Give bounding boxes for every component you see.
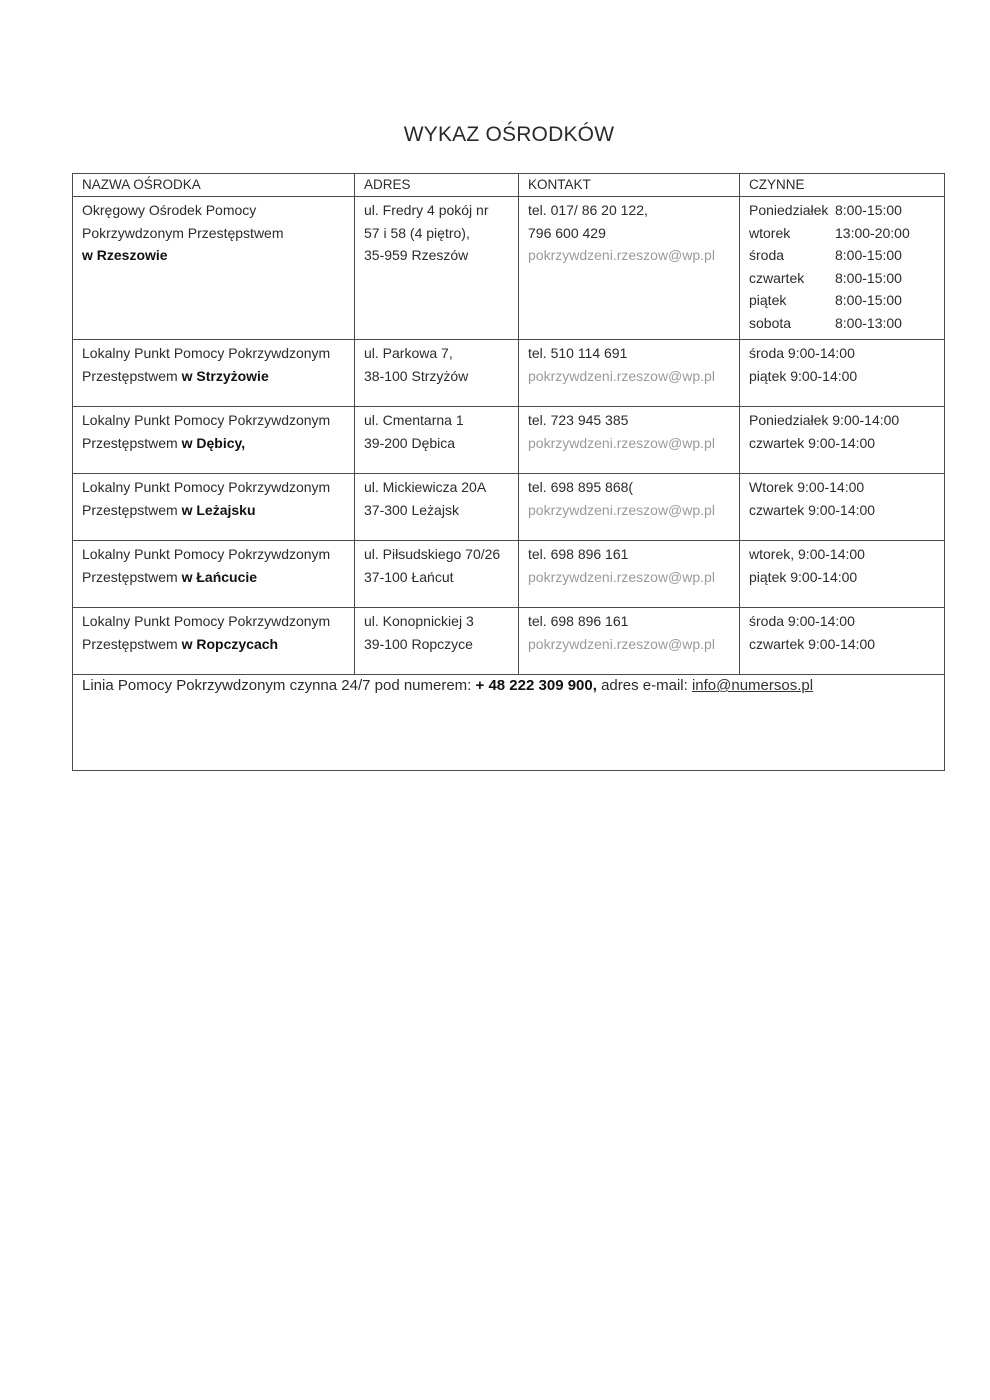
address-line: 35-959 Rzeszów (364, 247, 469, 263)
center-address-cell (355, 197, 519, 340)
table-row-ropczyce (73, 608, 945, 675)
hours-row: sobota 8:00-13:00 (749, 314, 902, 331)
helpline-text: Linia Pomocy Pokrzywdzonym czynna 24/7 pod numerem: (82, 677, 472, 694)
table-row-lancut (73, 541, 945, 608)
center-contact-cell: tel. 698 896 161 pokrzywdzeni.rzeszow@wp.pl (519, 608, 740, 675)
center-contact-cell: tel. 698 896 161 pokrzywdzeni.rzeszow@wp.pl (519, 541, 740, 608)
helpline-cell (73, 675, 945, 771)
table-row-debica (73, 407, 945, 474)
center-name-cell: Lokalny Punkt Pomocy Pokrzywdzonym Przestępstwem w Ropczycach (73, 608, 355, 675)
hours-row: wtorek 13:00-20:00 (749, 224, 910, 241)
header-name: NAZWA OŚRODKA (73, 174, 355, 197)
phone-line: 796 600 429 (528, 224, 606, 241)
center-name-line: Okręgowy Ośrodek Pomocy (82, 202, 257, 218)
helpline-email-label: adres e-mail: (601, 677, 688, 694)
email-link[interactable]: pokrzywdzeni.rzeszow@wp.pl (528, 434, 715, 451)
table-row-lezajsk (73, 474, 945, 541)
email-link[interactable]: pokrzywdzeni.rzeszow@wp.pl (528, 568, 715, 585)
center-address-cell: ul. Cmentarna 1 39-200 Dębica (355, 407, 519, 474)
address-line: 57 i 58 (4 piętro), (364, 224, 470, 241)
hours-row: czwartek 8:00-15:00 (749, 269, 902, 286)
hours-row: środa 8:00-15:00 (749, 247, 902, 263)
table-row-rzeszow (73, 197, 945, 340)
email-link[interactable]: pokrzywdzeni.rzeszow@wp.pl (528, 635, 715, 652)
document-title: WYKAZ OŚRODKÓW (403, 123, 615, 146)
phone-line: tel. 017/ 86 20 122, (528, 202, 648, 218)
hours-row: piątek 8:00-15:00 (749, 292, 902, 308)
center-address-cell: ul. Parkowa 7, 38-100 Strzyżów (355, 340, 519, 407)
footer-row (73, 675, 945, 771)
center-hours-cell: środa 9:00-14:00 piątek 9:00-14:00 (740, 340, 945, 407)
center-city: w Rzeszowie (82, 247, 168, 263)
email-link[interactable]: pokrzywdzeni.rzeszow@wp.pl (528, 501, 715, 518)
email-link[interactable]: pokrzywdzeni.rzeszow@wp.pl (528, 367, 715, 384)
helpline-email-link[interactable]: info@numersos.pl (691, 677, 814, 694)
header-contact: KONTAKT (519, 174, 740, 197)
center-name-cell (73, 197, 355, 340)
center-contact-cell: tel. 723 945 385 pokrzywdzeni.rzeszow@wp.pl (519, 407, 740, 474)
center-contact-cell: tel. 698 895 868( pokrzywdzeni.rzeszow@wp.pl (519, 474, 740, 541)
center-name-line: Pokrzywdzonym Przestępstwem (82, 224, 284, 241)
address-line: ul. Fredry 4 pokój nr (364, 202, 489, 218)
center-hours-cell (740, 197, 945, 340)
center-address-cell: ul. Piłsudskiego 70/26 37-100 Łańcut (355, 541, 519, 608)
helpline-number: + 48 222 309 900, (475, 677, 597, 694)
center-hours-cell: środa 9:00-14:00 czwartek 9:00-14:00 (740, 608, 945, 675)
center-hours-cell: wtorek, 9:00-14:00 piątek 9:00-14:00 (740, 541, 945, 608)
center-city: w Dębicy, (181, 434, 246, 451)
center-city: w Ropczycach (181, 635, 279, 652)
table-header-row (73, 174, 945, 197)
email-link[interactable]: pokrzywdzeni.rzeszow@wp.pl (528, 247, 715, 263)
center-hours-cell: Poniedziałek 9:00-14:00 czwartek 9:00-14:00 (740, 407, 945, 474)
header-hours: CZYNNE (740, 174, 945, 197)
center-contact-cell: tel. 510 114 691 pokrzywdzeni.rzeszow@wp.pl (519, 340, 740, 407)
header-address: ADRES (355, 174, 519, 197)
center-hours-cell: Wtorek 9:00-14:00 czwartek 9:00-14:00 (740, 474, 945, 541)
center-name-cell: Lokalny Punkt Pomocy Pokrzywdzonym Przestępstwem w Łańcucie (73, 541, 355, 608)
center-city: w Strzyżowie (181, 367, 269, 384)
center-name-cell: Lokalny Punkt Pomocy Pokrzywdzonym Przestępstwem w Strzyżowie (73, 340, 355, 407)
center-city: w Łańcucie (181, 568, 258, 585)
center-contact-cell (519, 197, 740, 340)
hours-row: Poniedziałek 8:00-15:00 (749, 202, 902, 218)
center-city: w Leżajsku (181, 501, 256, 518)
table-row-strzyzow (73, 340, 945, 407)
center-address-cell: ul. Konopnickiej 3 39-100 Ropczyce (355, 608, 519, 675)
center-name-cell: Lokalny Punkt Pomocy Pokrzywdzonym Przestępstwem w Dębicy, (73, 407, 355, 474)
centers-table (72, 173, 945, 771)
center-address-cell: ul. Mickiewicza 20A 37-300 Leżajsk (355, 474, 519, 541)
center-name-cell: Lokalny Punkt Pomocy Pokrzywdzonym Przestępstwem w Leżajsku (73, 474, 355, 541)
